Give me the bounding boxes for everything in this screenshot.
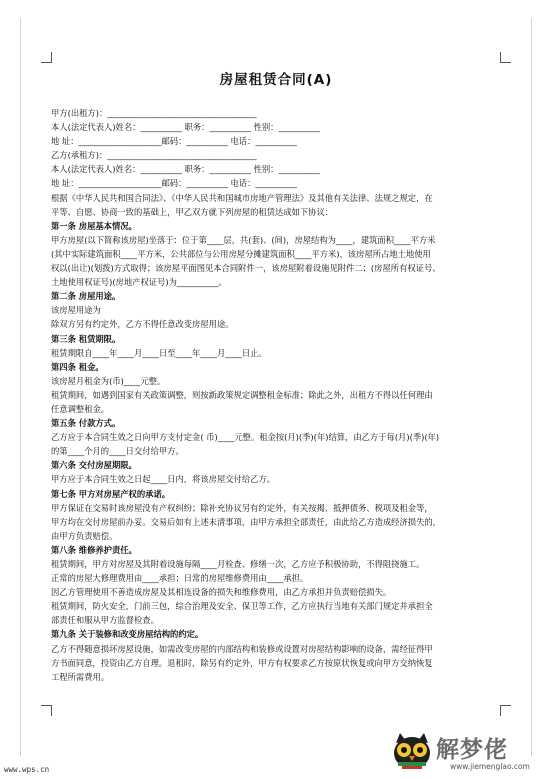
logo-text: 解梦佬 xyxy=(436,737,508,763)
body-line: 方书面同意，投资由乙方自理。退租时，除另有约定外，甲方有权要求乙方按原状恢复或向甲方交纳恢复 xyxy=(51,657,433,668)
section-heading: 第七条 甲方对房屋产权的承诺。 xyxy=(51,488,171,499)
corner-mark xyxy=(500,52,511,63)
site-watermark: www.wps.cn xyxy=(4,765,50,774)
body-line: (其中实际建筑面积____平方米，公共部位与公用房屋分摊建筑面积____平方米)，该房屋所占地土地使用 xyxy=(51,248,431,259)
section-heading: 第三条 租赁期限。 xyxy=(51,333,121,344)
body-line: 的第____个月的____日交付给甲方。 xyxy=(51,446,184,457)
site-logo[interactable] xyxy=(390,729,546,773)
section-heading: 第五条 付款方式。 xyxy=(51,418,121,429)
document-page xyxy=(20,18,532,756)
body-line: 任意调整租金。 xyxy=(51,403,110,414)
section-heading: 第九条 关于装修和改变房屋结构的约定。 xyxy=(51,629,204,640)
document-body xyxy=(51,106,498,684)
section-heading: 第六条 交付房屋期限。 xyxy=(51,460,137,471)
corner-mark xyxy=(41,705,52,716)
body-line: 甲方房屋(以下简称该房屋)坐落于：位于第____层，共(套)、(间)，房屋结构为____，建筑面积____平方米 xyxy=(51,234,436,245)
body-line: 租赁期限自____年____月____日至____年____月____日止。 xyxy=(51,347,267,358)
body-line: 租赁期间，甲方对房屋及其附着设施每隔____月检查、修缮一次，乙方应予积极协助，不得阻挠施工。 xyxy=(51,559,425,569)
body-line: 土地使用权证号)(房地产权证号)为__________。 xyxy=(51,277,227,288)
body-line: 甲方均在交付房屋前办妥。交易后如有上述未清事项，由甲方承担全部责任，由此给乙方造成经济损失的， xyxy=(51,516,441,527)
body-line: 工程所需费用。 xyxy=(51,671,110,682)
body-line: 甲方应于本合同生效之日起____日内，将该房屋交付给乙方。 xyxy=(51,474,276,485)
body-line: 由甲方负责赔偿。 xyxy=(51,530,118,541)
body-line: 该房屋月租金为(币)____元整。 xyxy=(51,375,166,386)
body-line: 权以(出让)(划拨)方式取得；该房屋平面图见本合同附件一，该房屋附着设施见附件二；(房屋所有权证号、 xyxy=(51,263,441,274)
body-line: 乙方应于本合同生效之日向甲方支付定金( 币)____元整。租金按(月)(季)(年)结算，由乙方于每(月)(季)(年) xyxy=(51,432,440,443)
body-line: 租赁期间，防火安全，门前三包，综合治理及安全、保卫等工作，乙方应执行当地有关部门规定并承担全 xyxy=(51,601,433,612)
body-line: 除双方另有约定外，乙方不得任意改变房屋用途。 xyxy=(51,319,234,330)
body-line: 该房屋用途为 xyxy=(51,305,101,316)
section-heading: 第一条 房屋基本情况。 xyxy=(51,220,137,231)
corner-mark xyxy=(41,52,52,63)
body-line: 因乙方管理使用不善造成房屋及其相连设备的损失和维修费用，由乙方承担并负责赔偿损失。 xyxy=(51,587,392,598)
body-line: 正常的房屋大修理费用由____承担；日常的房屋维修费用由____承担。 xyxy=(51,573,309,584)
logo-url: www.jiemenglao.com xyxy=(450,762,530,771)
body-line: 租赁期间，如遇到国家有关政策调整，则按新政策规定调整租金标准；除此之外，出租方不得以任何理由 xyxy=(51,389,433,400)
body-line: 地 址：____________________邮码：__________ 电话：__________ xyxy=(51,178,297,189)
document-title: 房屋租赁合同(A) xyxy=(219,72,333,88)
section-heading: 第二条 房屋用途。 xyxy=(51,291,121,302)
section-heading: 第四条 租金。 xyxy=(51,361,104,372)
body-line: 根据《中华人民共和国合同法》、《中华人民共和国城市房地产管理法》及其他有关法律、法规之规定，在 xyxy=(51,192,433,203)
owl-logo-icon xyxy=(390,731,434,771)
body-line: 地 址：____________________邮码：__________ 电话：__________ xyxy=(51,136,297,147)
body-line: 平等、自愿、协商一致的基础上，甲乙双方就下列房屋的租赁达成如下协议： xyxy=(51,206,334,217)
corner-mark xyxy=(500,705,511,716)
body-line: 甲方保证在交易时该房屋没有产权纠纷；除补充协议另有约定外，有关按揭、抵押债务、税项及租金等， xyxy=(51,502,433,513)
body-line: 乙方不得随意损坏房屋设施，如需改变房屋的内部结构和装修或设置对房屋结构影响的设备，需经征得甲 xyxy=(51,643,433,654)
body-line: 本人(法定代表人)姓名：__________ 职务：__________ 性别：__________ xyxy=(51,122,320,133)
body-line: 乙方(承租方)：____________________________________ xyxy=(51,150,257,161)
body-line: 本人(法定代表人)姓名：__________ 职务：__________ 性别：__________ xyxy=(51,164,320,175)
body-line: 甲方(出租方)：____________________________________ xyxy=(51,108,257,118)
section-heading: 第八条 维修养护责任。 xyxy=(51,544,137,555)
body-line: 部责任和服从甲方监督检查。 xyxy=(51,615,159,626)
